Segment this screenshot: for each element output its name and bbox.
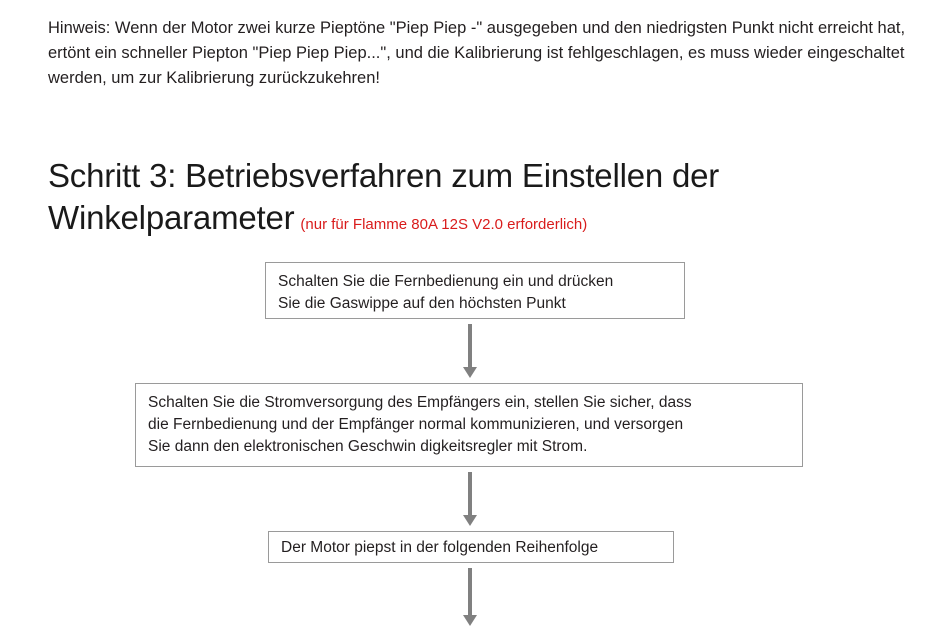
flowchart-box-2-line-2: die Fernbedienung und der Empfänger normal kommunizieren, und versorgen	[148, 416, 684, 433]
flowchart-box-1	[265, 262, 685, 319]
intro-note-text: Hinweis: Wenn der Motor zwei kurze Pieptöne "Piep Piep -" ausgegeben und den niedrigsten Punkt nicht erreicht hat, ertönt ein schneller Piepton "Piep Piep Piep...", und die Kalibrierung ist fehlgeschlagen, es muss wieder eingeschaltet werden, um zur Kalibrierung zurückzukehren!	[48, 19, 906, 88]
flowchart-box-1-line-1: Schalten Sie die Fernbedienung ein und drücken	[278, 273, 614, 290]
flowchart-box-2	[135, 383, 803, 467]
arrow-head	[463, 367, 477, 378]
flowchart-arrow-3-icon	[463, 568, 477, 626]
arrow-shaft	[468, 324, 472, 367]
page-title	[48, 155, 908, 239]
arrow-head	[463, 515, 477, 526]
arrow-shaft	[468, 568, 472, 615]
flowchart-box-1-line-2: Sie die Gaswippe auf den höchsten Punkt	[278, 295, 566, 312]
flowchart-arrow-2-icon	[463, 472, 477, 526]
intro-note	[48, 16, 910, 91]
page-title-line-2-wrapper	[48, 197, 908, 239]
arrow-head	[463, 615, 477, 626]
arrow-shaft	[468, 472, 472, 515]
flowchart-box-3	[268, 531, 674, 563]
flowchart-box-2-line-3: Sie dann den elektronischen Geschwin digkeitsregler mit Strom.	[148, 438, 588, 455]
flowchart-box-3-line-1: Der Motor piepst in der folgenden Reihenfolge	[281, 539, 599, 556]
page-title-annotation: (nur für Flamme 80A 12S V2.0 erforderlich)	[300, 216, 588, 234]
page-title-line-2: Winkelparameter	[48, 199, 295, 237]
flowchart-box-2-line-1: Schalten Sie die Stromversorgung des Empfängers ein, stellen Sie sicher, dass	[148, 394, 692, 411]
page-title-line-1: Schritt 3: Betriebsverfahren zum Einstellen der	[48, 157, 720, 194]
flowchart-arrow-1-icon	[463, 324, 477, 378]
